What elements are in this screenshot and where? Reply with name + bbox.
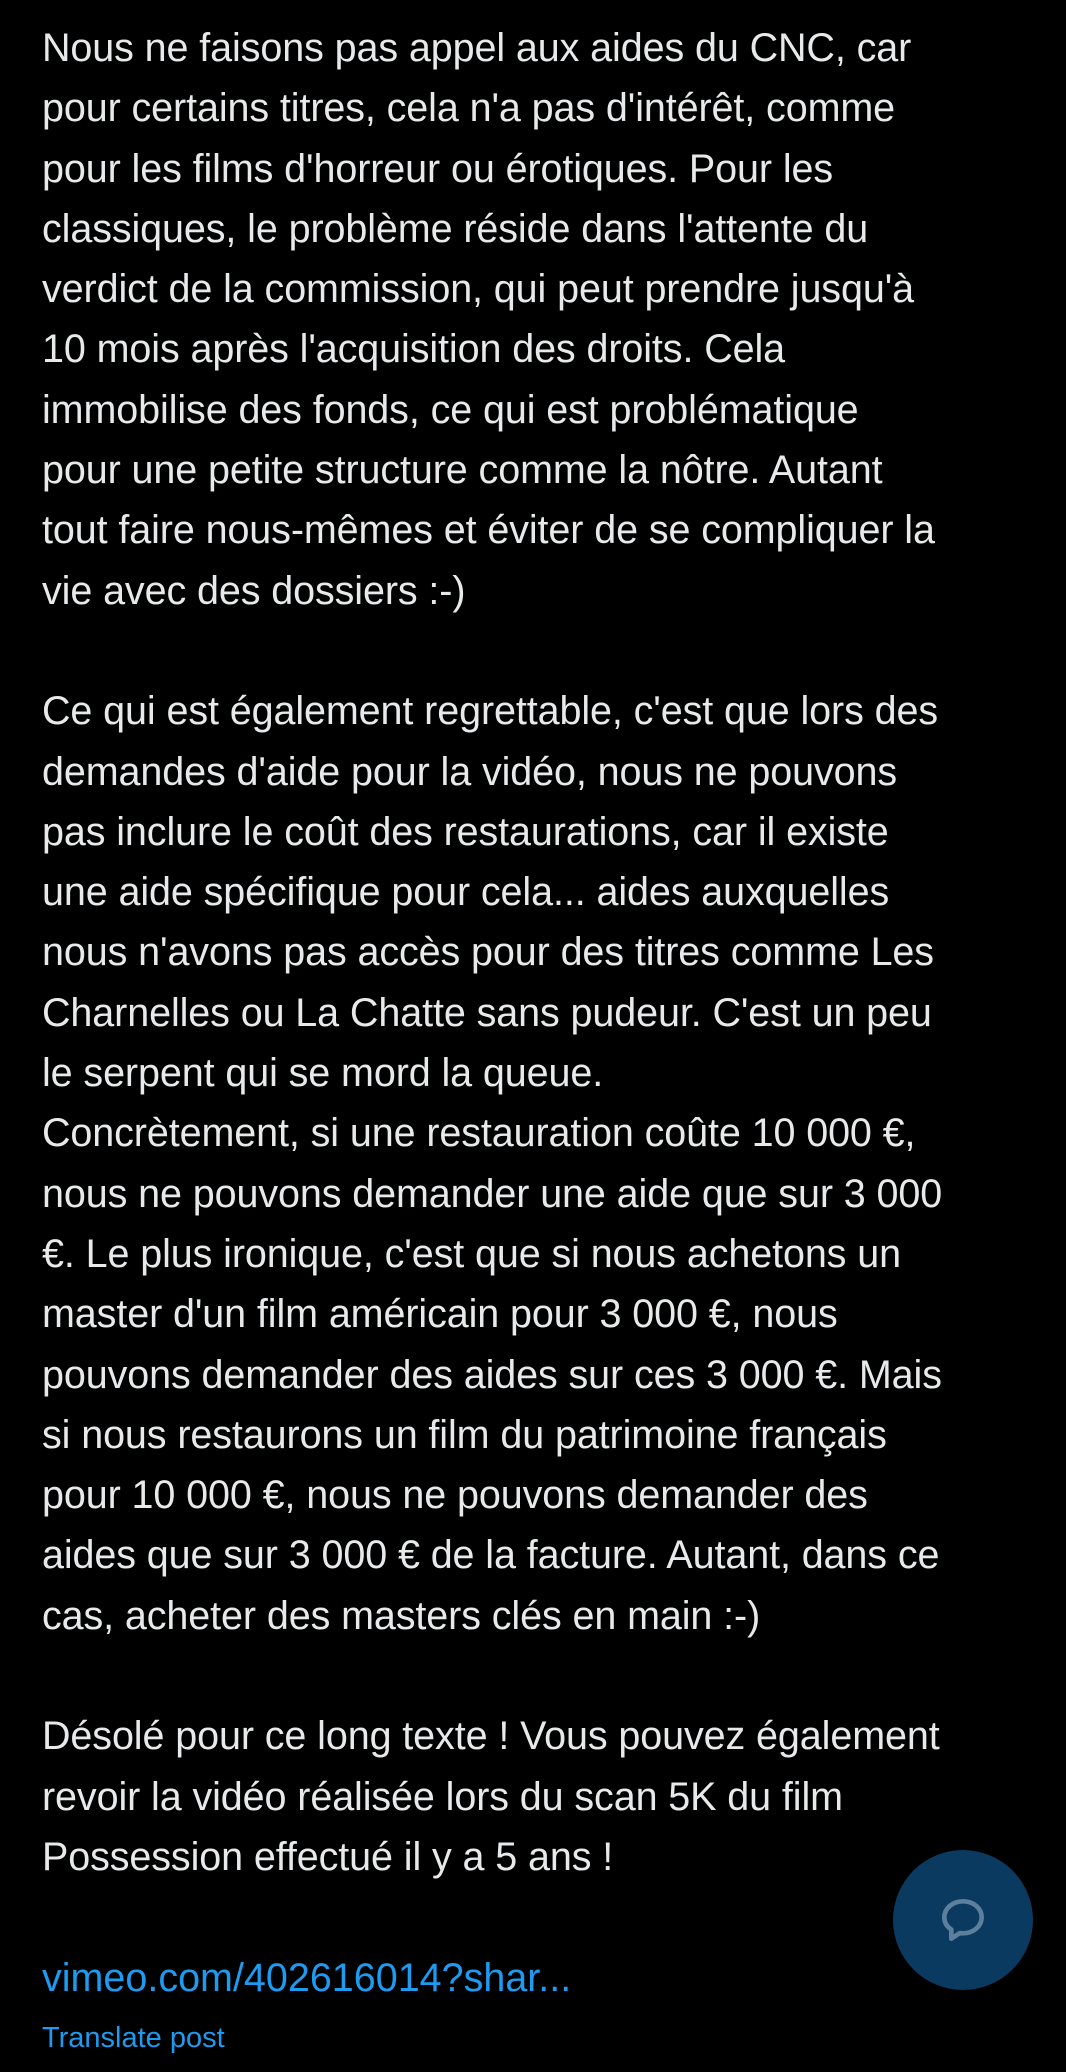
text-line: vie avec des dossiers :-) [42,568,466,613]
text-line: pour une petite structure comme la nôtre. Autant [42,448,883,493]
text-line: pas inclure le coût des restaurations, car il existe [42,809,889,854]
paragraph-gap [42,621,1052,681]
text-line: pour les films d'horreur ou érotiques. Pour les [42,146,834,191]
text-line: revoir la vidéo réalisée lors du scan 5K du film [42,1774,843,1819]
text-line: cas, acheter des masters clés en main :-) [42,1593,761,1638]
compose-reply-button[interactable] [893,1850,1033,1990]
text-line: €. Le plus ironique, c'est que si nous achetons un [42,1231,901,1276]
text-line: Nous ne faisons pas appel aux aides du CNC, car [42,26,912,70]
text-line: Charnelles ou La Chatte sans pudeur. C'est un peu [42,990,932,1035]
text-line: verdict de la commission, qui peut prendre jusqu'à [42,267,915,312]
text-line: le serpent qui se mord la queue. [42,1051,604,1096]
chat-bubble-icon [935,1892,991,1948]
text-line: nous ne pouvons demander une aide que sur 3 000 [42,1171,943,1216]
paragraph-gap [42,1646,1052,1706]
text-line: tout faire nous-mêmes et éviter de se compliquer la [42,508,935,553]
post-text [42,18,1052,1887]
text-line: Possession effectué il y a 5 ans ! [42,1834,614,1879]
text-line: pouvons demander des aides sur ces 3 000 €. Mais [42,1352,942,1397]
text-line: si nous restaurons un film du patrimoine français [42,1412,887,1457]
text-line: pour 10 000 €, nous ne pouvons demander des [42,1473,868,1518]
text-line: Ce qui est également regrettable, c'est que lors des [42,689,938,734]
text-line: pour certains titres, cela n'a pas d'intérêt, comme [42,86,896,131]
paragraph-2 [42,681,1052,1646]
text-line: 10 mois après l'acquisition des droits. Cela [42,327,786,372]
text-line: demandes d'aide pour la vidéo, nous ne pouvons [42,749,898,794]
text-line: immobilise des fonds, ce qui est problématique [42,387,859,432]
text-line: nous n'avons pas accès pour des titres comme Les [42,930,934,975]
text-line: Désolé pour ce long texte ! Vous pouvez également [42,1714,940,1759]
vimeo-link[interactable]: vimeo.com/402616014?shar... [42,1956,572,2000]
translate-post-button[interactable]: Translate post [42,2022,225,2054]
text-line: aides que sur 3 000 € de la facture. Autant, dans ce [42,1533,940,1578]
text-line: classiques, le problème réside dans l'attente du [42,206,869,251]
paragraph-1 [42,18,1052,621]
text-line: Concrètement, si une restauration coûte 10 000 €, [42,1111,916,1156]
text-line: master d'un film américain pour 3 000 €, nous [42,1292,838,1337]
paragraph-3 [42,1706,1052,1887]
text-line: une aide spécifique pour cela... aides auxquelles [42,870,890,915]
